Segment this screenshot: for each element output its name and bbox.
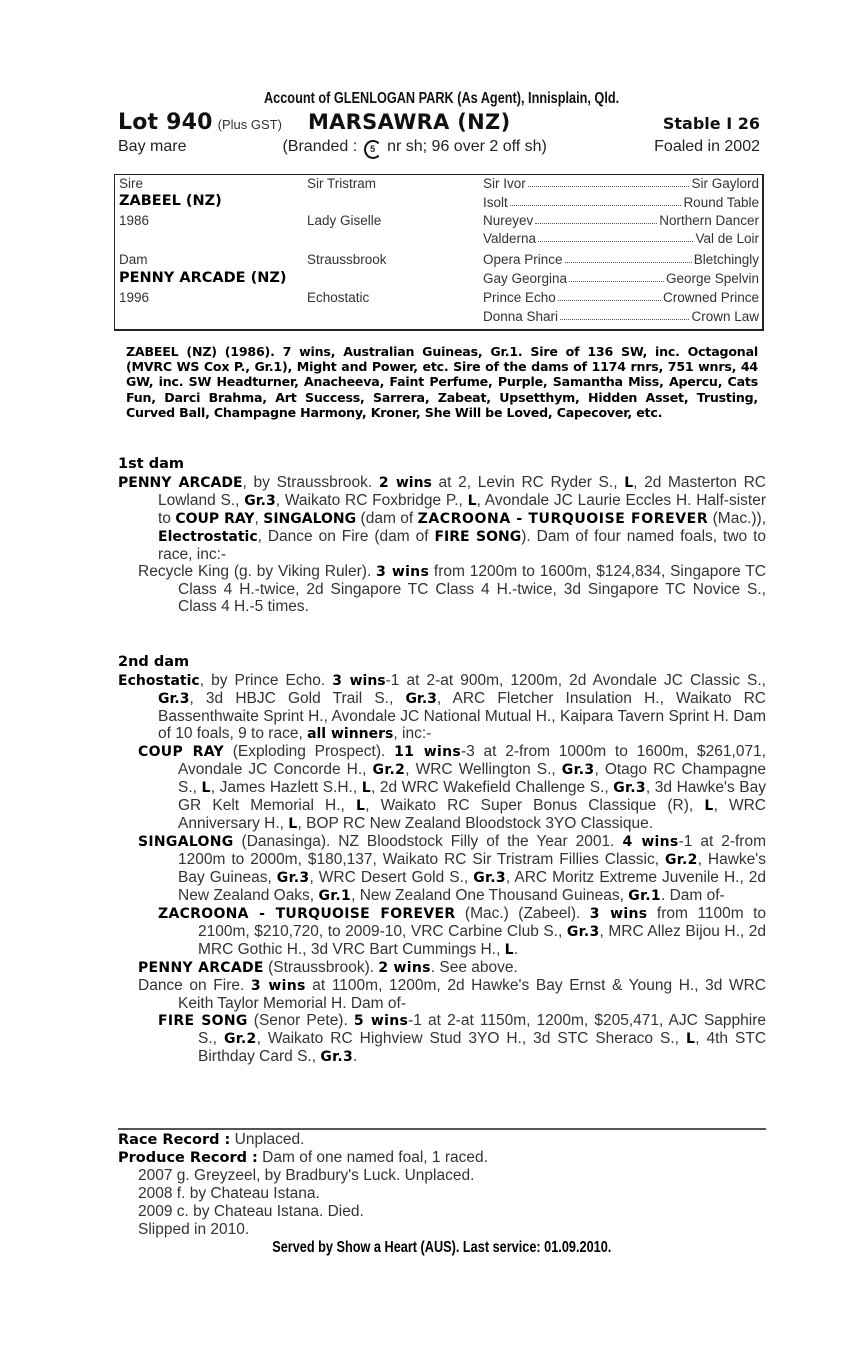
vendor-account-text: Account of GLENLOGAN PARK (As Agent), Innisplain, Qld. — [264, 90, 620, 107]
progeny-coup-ray: COUP RAY (Exploding Prospect). 11 wins-3 at 2-from 1000m to 1600m, $261,071, Avondale JC Concorde H., Gr.2, WRC Wellington S., Gr.3, Otago RC Champagne S., L, James Hazlett S.H., L, 2d WRC Wakefield Challenge S., Gr.3, 3d Hawke's Bay GR Kelt Memorial H., L, Waikato RC Super Bonus Classique (R), L, WRC Anniversary H., L, BOP RC New Zealand Bloodstock 3YO Classique. — [138, 743, 767, 832]
branded-prefix: (Branded : — [282, 138, 358, 155]
foaled-year: Foaled in 2002 — [654, 138, 760, 155]
progeny-dance-on-fire: Dance on Fire. 3 wins at 1100m, 1200m, 2d Hawke's Bay Ernst & Young H., 3d WRC Keith Taylor Memorial H. Dam of- — [138, 977, 766, 1012]
vendor-account — [118, 88, 766, 110]
horse-description — [118, 138, 766, 162]
produce-record: Produce Record : Dam of one named foal, 1 raced. — [118, 1149, 488, 1166]
first-dam-foal: Recycle King (g. by Viking Ruler). 3 wins from 1200m to 1600m, $124,834, Singapore TC Class 4 H.-twice, 2d Singapore TC Class 4 H.-twice, 3d Singapore TC Novice S., Class 4 H.-5 times. — [138, 563, 766, 615]
pedigree-table — [114, 174, 764, 331]
race-record: Race Record : Unplaced. — [118, 1131, 305, 1148]
dam-dam: Echostatic — [307, 290, 370, 305]
stable-number: Stable I 26 — [662, 114, 760, 133]
served-by-note: Served by Show a Heart (AUS). Last service: 01.09.2010. — [272, 1239, 612, 1256]
produce-item: 2007 g. Greyzeel, by Bradbury's Luck. Unplaced. — [138, 1167, 475, 1184]
sire-label: Sire — [119, 176, 144, 191]
sire-summary: ZABEEL (NZ) (1986). 7 wins, Australian Guineas, Gr.1. Sire of 136 SW, inc. Octagonal (MVRC WS Cox P., Gr.1), Might and Power, etc. Sire of the dams of 1174 rnrs, 751 wnrs, 44 GW, inc. SW Headturner, Anacheeva, Faint Perfume, Purple, Samantha Miss, Apercu, Cats Fun, Darci Brahma, Art Success, Sarrera, Zabeat, Upsetthym, Hidden Asset, Trusting, Curved Ball, Champagne Harmony, Kroner, She Will be Loved, Capecover, etc. — [126, 344, 758, 420]
pedigree-gen3-row: Sir Ivor Sir Gaylord — [483, 176, 759, 191]
dam-sire: Straussbrook — [307, 252, 387, 267]
progeny-singalong: SINGALONG (Danasinga). NZ Bloodstock Filly of the Year 2001. 4 wins-1 at 2-from 1200m to 2000m, $180,137, Waikato RC Sir Tristram Fillies Classic, Gr.2, Hawke's Bay Guineas, Gr.3, WRC Desert Gold S., Gr.3, ARC Moritz Extreme Juvenile H., 2d New Zealand Oaks, Gr.1, New Zealand One Thousand Guineas, Gr.1. Dam of- — [138, 833, 767, 904]
produce-item: Slipped in 2010. — [138, 1221, 250, 1238]
first-dam-paragraph: PENNY ARCADE, by Straussbrook. 2 wins at 2, Levin RC Ryder S., L, 2d Masterton RC Lowland S., Gr.3, Waikato RC Foxbridge P., L, Avondale JC Laurie Eccles H. Half-sister to COUP RAY, SINGALONG (dam of ZACROONA - TURQUOISE FOREVER (Mac.)), Electrostatic, Dance on Fire (dam of FIRE SONG). Dam of four named foals, two to race, inc:- — [118, 474, 767, 563]
dam-year: 1996 — [119, 290, 150, 305]
dam-label: Dam — [119, 252, 148, 267]
pedigree-gen3-row: Prince Echo Crowned Prince — [483, 290, 759, 305]
brand-description — [282, 138, 546, 159]
pedigree-gen3-row: Opera Prince Bletchingly — [483, 252, 759, 267]
first-dam-heading: 1st dam — [118, 456, 184, 472]
progeny-fire-song: FIRE SONG (Senor Pete). 5 wins-1 at 2-at 1150m, 1200m, $205,471, AJC Sapphire S., Gr.2, Waikato RC Highview Stud 3YO H., 3d STC Sheraco S., L, 4th STC Birthday Card S., Gr.3. — [158, 1012, 767, 1065]
second-dam-paragraph: Echostatic, by Prince Echo. 3 wins-1 at 2-at 900m, 1200m, 2d Avondale JC Classic S., Gr.3, 3d HBJC Gold Trail S., Gr.3, ARC Fletcher Insulation H., Waikato RC Bassenthwaite Sprint H., Avondale JC National Mutual H., Kaipara Tavern Sprint H. Dam of 10 foals, 9 to race, all winners, inc:- — [118, 672, 766, 742]
records-section — [118, 1131, 766, 1257]
lot-header — [118, 110, 766, 138]
section-divider — [118, 1128, 766, 1130]
produce-item: 2009 c. by Chateau Istana. Died. — [138, 1203, 364, 1220]
progeny-zacroona: ZACROONA - TURQUOISE FOREVER (Mac.) (Zabeel). 3 wins from 1100m to 2100m, $210,720, to 2009-10, VRC Carbine Club S., Gr.3, MRC Allez Bijou H., 2d MRC Gothic H., 3d VRC Bart Cummings H., L. — [158, 905, 767, 958]
sire-name: ZABEEL (NZ) — [119, 193, 222, 209]
sire-dam: Lady Giselle — [307, 213, 382, 228]
progeny-penny-arcade: PENNY ARCADE (Straussbrook). 2 wins. See above. — [138, 959, 518, 976]
dam-name: PENNY ARCADE (NZ) — [119, 270, 287, 286]
sex-colour: Bay mare — [118, 138, 187, 155]
plus-gst-note: (Plus GST) — [217, 117, 282, 132]
pedigree-gen3-row: Nureyev Northern Dancer — [483, 213, 759, 228]
sire-year: 1986 — [119, 213, 150, 228]
pedigree-gen3-row: Gay Georgina George Spelvin — [483, 271, 759, 286]
second-dam-heading: 2nd dam — [118, 654, 190, 670]
pedigree-gen3-row: Isolt Round Table — [483, 195, 759, 210]
produce-item: 2008 f. by Chateau Istana. — [138, 1185, 320, 1202]
horse-name: MARSAWRA (NZ) — [307, 110, 511, 134]
second-dam-section — [118, 654, 766, 1066]
pedigree-gen3-row: Valderna Val de Loir — [483, 231, 759, 246]
sire-sire: Sir Tristram — [307, 176, 376, 191]
brand-mark-icon: 5 — [364, 140, 382, 159]
pedigree-gen3-row: Donna Shari Crown Law — [483, 309, 759, 324]
branded-suffix: nr sh; 96 over 2 off sh) — [387, 138, 547, 155]
first-dam-section — [118, 456, 766, 615]
catalogue-page — [118, 88, 767, 1256]
lot-number: Lot 940 — [118, 110, 213, 135]
